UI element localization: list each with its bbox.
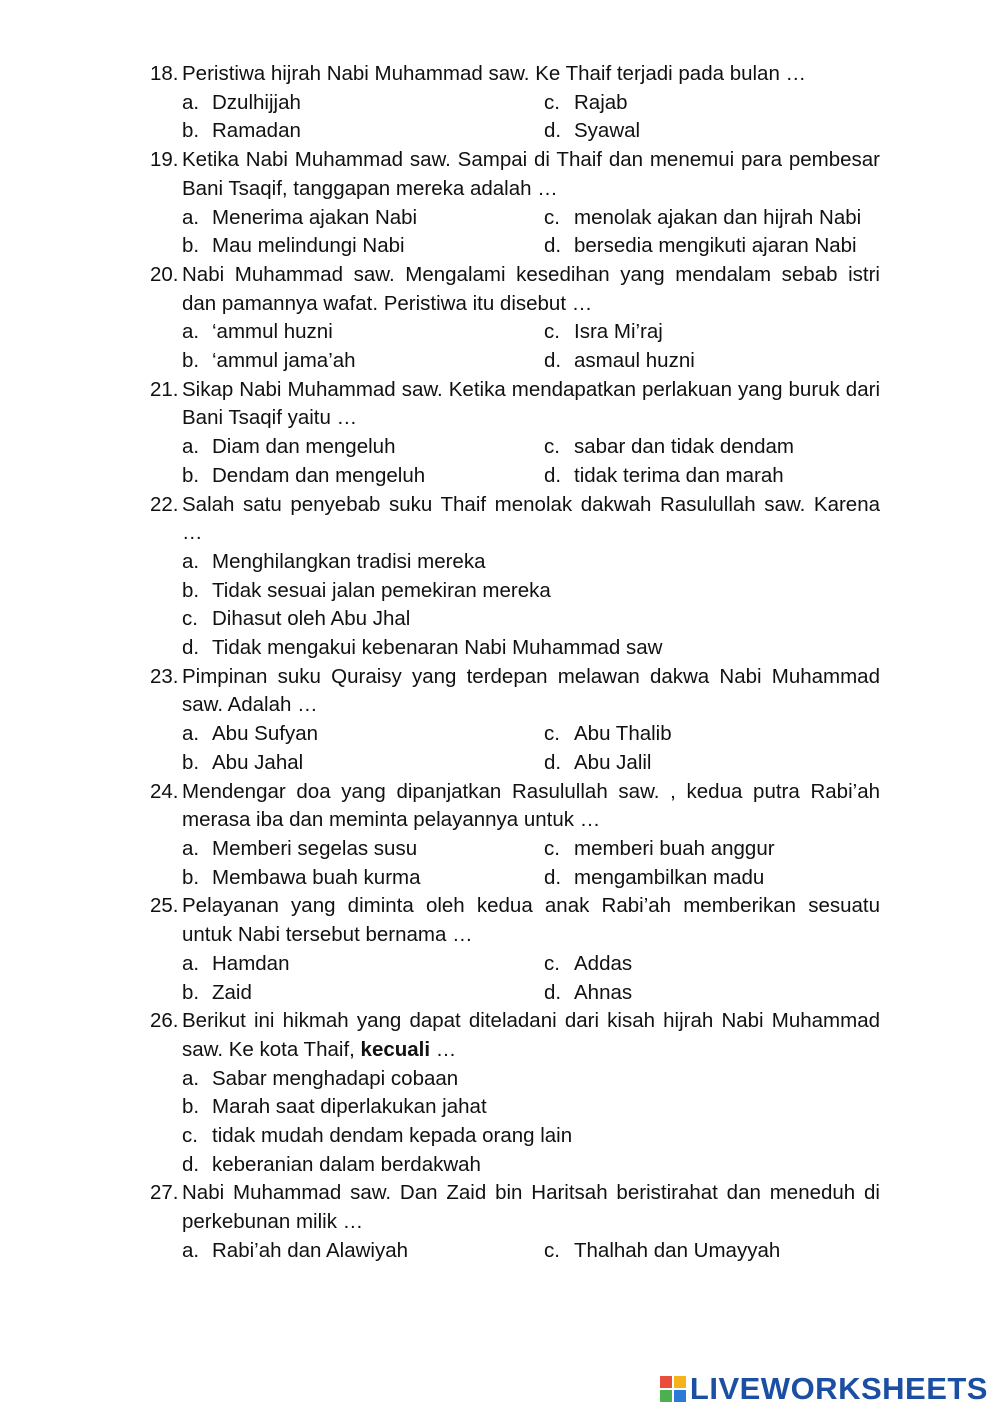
option-letter: b. [182, 1095, 200, 1119]
option-letter: c. [544, 951, 560, 975]
question-body: Nabi Muhammad saw. Mengalami kesedihan yang mendalam sebab istri dan pamannya wafat. Peristiwa itu disebut … [182, 262, 880, 315]
option-letter: d. [544, 980, 562, 1004]
answer-option [182, 433, 544, 462]
question-text [150, 491, 880, 548]
option-letter: c. [544, 90, 560, 114]
question-body: Berikut ini hikmah yang dapat diteladani dari kisah hijrah Nabi Muhammad saw. Ke kota Thaif, [182, 1009, 880, 1061]
answer-option [182, 232, 544, 261]
option-text: ‘ammul huzni [212, 320, 333, 344]
option-text: Abu Jahal [212, 750, 304, 774]
answer-option [182, 548, 880, 577]
answer-option [182, 979, 544, 1008]
question-text [150, 146, 880, 203]
answer-option [182, 1093, 880, 1122]
option-letter: d. [544, 750, 562, 774]
option-text: Isra Mi’raj [574, 320, 663, 344]
answer-option [544, 1237, 912, 1266]
option-letter: b. [182, 865, 200, 889]
question-21 [150, 376, 880, 491]
question-text [150, 663, 880, 720]
liveworksheets-brand [660, 1372, 988, 1406]
answer-option [182, 577, 880, 606]
option-letter: b. [182, 750, 200, 774]
question-text [150, 778, 880, 835]
answer-option [182, 1151, 880, 1180]
option-letter: d. [182, 636, 200, 660]
answer-option [182, 950, 544, 979]
option-text: Hamdan [212, 951, 290, 975]
answer-option [182, 1065, 880, 1094]
option-text: Dendam dan mengeluh [212, 463, 426, 487]
option-text: ‘ammul jama’ah [212, 349, 356, 373]
option-letter: b. [182, 463, 200, 487]
option-letter: c. [182, 607, 198, 631]
answer-option [544, 318, 912, 347]
answer-option [544, 835, 912, 864]
option-letter: b. [182, 980, 200, 1004]
option-text: tidak terima dan marah [574, 463, 784, 487]
question-number: 23. [150, 664, 179, 688]
option-text: Abu Jalil [574, 750, 652, 774]
option-letter: c. [544, 1238, 560, 1262]
option-text: Sabar menghadapi cobaan [212, 1066, 459, 1090]
answer-option [544, 462, 912, 491]
option-letter: b. [182, 578, 200, 602]
question-18 [150, 60, 880, 146]
answer-options [150, 89, 880, 146]
option-letter: c. [544, 836, 560, 860]
option-letter: a. [182, 836, 200, 860]
option-text: sabar dan tidak dendam [574, 435, 794, 459]
option-letter: c. [544, 722, 560, 746]
option-letter: c. [544, 435, 560, 459]
answer-option [182, 749, 544, 778]
brand-name: LIVEWORKSHEETS [689, 1371, 988, 1406]
question-23 [150, 663, 880, 778]
question-body: Sikap Nabi Muhammad saw. Ketika mendapatkan perlakuan yang buruk dari Bani Tsaqif yaitu … [182, 377, 880, 430]
answer-option [182, 117, 544, 146]
option-letter: a. [182, 951, 200, 975]
answer-options [150, 720, 880, 777]
answer-options [150, 318, 880, 375]
question-text [150, 1179, 880, 1236]
question-number: 18. [150, 62, 179, 85]
option-text: Abu Sufyan [212, 722, 318, 746]
question-22 [150, 491, 880, 663]
answer-option [544, 749, 912, 778]
question-body: Pelayanan yang diminta oleh kedua anak Rabi’ah memberikan sesuatu untuk Nabi tersebut bernama … [182, 894, 880, 947]
option-text: Menerima ajakan Nabi [212, 205, 418, 229]
answer-option [182, 605, 880, 634]
option-text: Dzulhijjah [212, 90, 301, 114]
question-body: Mendengar doa yang dipanjatkan Rasulullah saw. , kedua putra Rabi’ah merasa iba dan meminta pelayannya untuk … [182, 779, 880, 832]
option-text: Zaid [212, 980, 252, 1004]
question-number: 22. [150, 492, 179, 516]
answer-options [150, 1237, 880, 1266]
option-letter: a. [182, 1238, 200, 1262]
answer-option [544, 347, 912, 376]
option-text: Marah saat diperlakukan jahat [212, 1095, 487, 1119]
option-text: Rajab [574, 90, 628, 114]
option-letter: d. [544, 463, 562, 487]
option-text: Addas [574, 951, 633, 975]
option-letter: a. [182, 722, 200, 746]
option-text: memberi buah anggur [574, 836, 775, 860]
answer-option [544, 864, 912, 893]
question-text [150, 376, 880, 433]
answer-option [182, 634, 880, 663]
question-20 [150, 261, 880, 376]
option-letter: d. [544, 119, 562, 143]
question-24 [150, 778, 880, 893]
option-text: tidak mudah dendam kepada orang lain [212, 1124, 573, 1148]
answer-options [150, 204, 880, 261]
answer-option [544, 979, 912, 1008]
option-text: Menghilangkan tradisi mereka [212, 549, 486, 573]
option-text: Tidak mengakui kebenaran Nabi Muhammad saw [212, 636, 663, 660]
question-text [150, 892, 880, 949]
question-number: 27. [150, 1181, 179, 1205]
option-letter: a. [182, 549, 200, 573]
question-27 [150, 1179, 880, 1265]
option-letter: b. [182, 234, 200, 258]
question-body: Nabi Muhammad saw. Dan Zaid bin Haritsah beristirahat dan meneduh di perkebunan milik … [182, 1181, 880, 1234]
answer-option [182, 204, 544, 233]
option-letter: c. [544, 320, 560, 344]
question-body: Peristiwa hijrah Nabi Muhammad saw. Ke Thaif terjadi pada bulan … [182, 62, 807, 85]
option-text: Memberi segelas susu [212, 836, 418, 860]
question-body: Pimpinan suku Quraisy yang terdepan melawan dakwa Nabi Muhammad saw. Adalah … [182, 664, 880, 717]
option-letter: c. [182, 1124, 198, 1148]
question-number: 19. [150, 148, 179, 172]
answer-options [150, 548, 880, 663]
option-text: Tidak sesuai jalan pemekiran mereka [212, 578, 551, 602]
question-body: Ketika Nabi Muhammad saw. Sampai di Thaif dan menemui para pembesar Bani Tsaqif, tanggapan mereka adalah … [182, 148, 880, 200]
worksheet-questions [150, 60, 880, 1266]
answer-options [150, 1065, 880, 1180]
question-26 [150, 1007, 880, 1179]
option-letter: a. [182, 205, 200, 229]
question-number: 26. [150, 1009, 179, 1033]
option-text: menolak ajakan dan hijrah Nabi [574, 205, 862, 229]
option-text: mengambilkan madu [574, 865, 765, 889]
option-text: Ahnas [574, 980, 633, 1004]
answer-options [150, 433, 880, 490]
option-text: Syawal [574, 119, 641, 143]
option-text: Diam dan mengeluh [212, 435, 396, 459]
option-letter: a. [182, 435, 200, 459]
option-text: bersedia mengikuti ajaran Nabi [574, 234, 857, 258]
question-25 [150, 892, 880, 1007]
question-number: 21. [150, 377, 179, 401]
option-text: Ramadan [212, 119, 301, 143]
answer-option [182, 89, 544, 118]
option-letter: d. [544, 234, 562, 258]
option-letter: b. [182, 119, 200, 143]
option-text: Thalhah dan Umayyah [574, 1238, 781, 1262]
question-number: 24. [150, 779, 179, 803]
answer-option [182, 720, 544, 749]
option-letter: d. [544, 865, 562, 889]
question-text [150, 60, 880, 89]
option-text: keberanian dalam berdakwah [212, 1152, 481, 1176]
answer-option [182, 835, 544, 864]
answer-option [182, 462, 544, 491]
answer-option [544, 89, 912, 118]
question-body: Salah satu penyebab suku Thaif menolak dakwah Rasulullah saw. Karena … [182, 492, 880, 545]
answer-option [544, 950, 912, 979]
option-letter: a. [182, 320, 200, 344]
answer-option [544, 117, 912, 146]
option-letter: d. [182, 1152, 200, 1176]
answer-option [182, 318, 544, 347]
question-tail: … [430, 1037, 457, 1061]
option-text: Dihasut oleh Abu Jhal [212, 607, 411, 631]
answer-options [150, 835, 880, 892]
option-text: Membawa buah kurma [212, 865, 421, 889]
option-text: Abu Thalib [574, 722, 672, 746]
question-text [150, 261, 880, 318]
option-letter: c. [544, 205, 560, 229]
option-text: Mau melindungi Nabi [212, 234, 405, 258]
question-number: 25. [150, 894, 179, 918]
answer-option [182, 1122, 880, 1151]
answer-option [544, 433, 912, 462]
option-text: asmaul huzni [574, 349, 695, 373]
question-number: 20. [150, 262, 179, 286]
answer-option [544, 232, 912, 261]
answer-option [182, 1237, 544, 1266]
answer-option [544, 204, 912, 233]
liveworksheets-logo-icon [660, 1376, 686, 1402]
question-19 [150, 146, 880, 261]
option-letter: a. [182, 90, 200, 114]
option-text: Rabi’ah dan Alawiyah [212, 1238, 409, 1262]
question-text [150, 1007, 880, 1064]
answer-option [544, 720, 912, 749]
option-letter: b. [182, 349, 200, 373]
answer-option [182, 347, 544, 376]
answer-option [182, 864, 544, 893]
option-letter: a. [182, 1066, 200, 1090]
option-letter: d. [544, 349, 562, 373]
emphasis-word: kecuali [360, 1037, 431, 1061]
answer-options [150, 950, 880, 1007]
